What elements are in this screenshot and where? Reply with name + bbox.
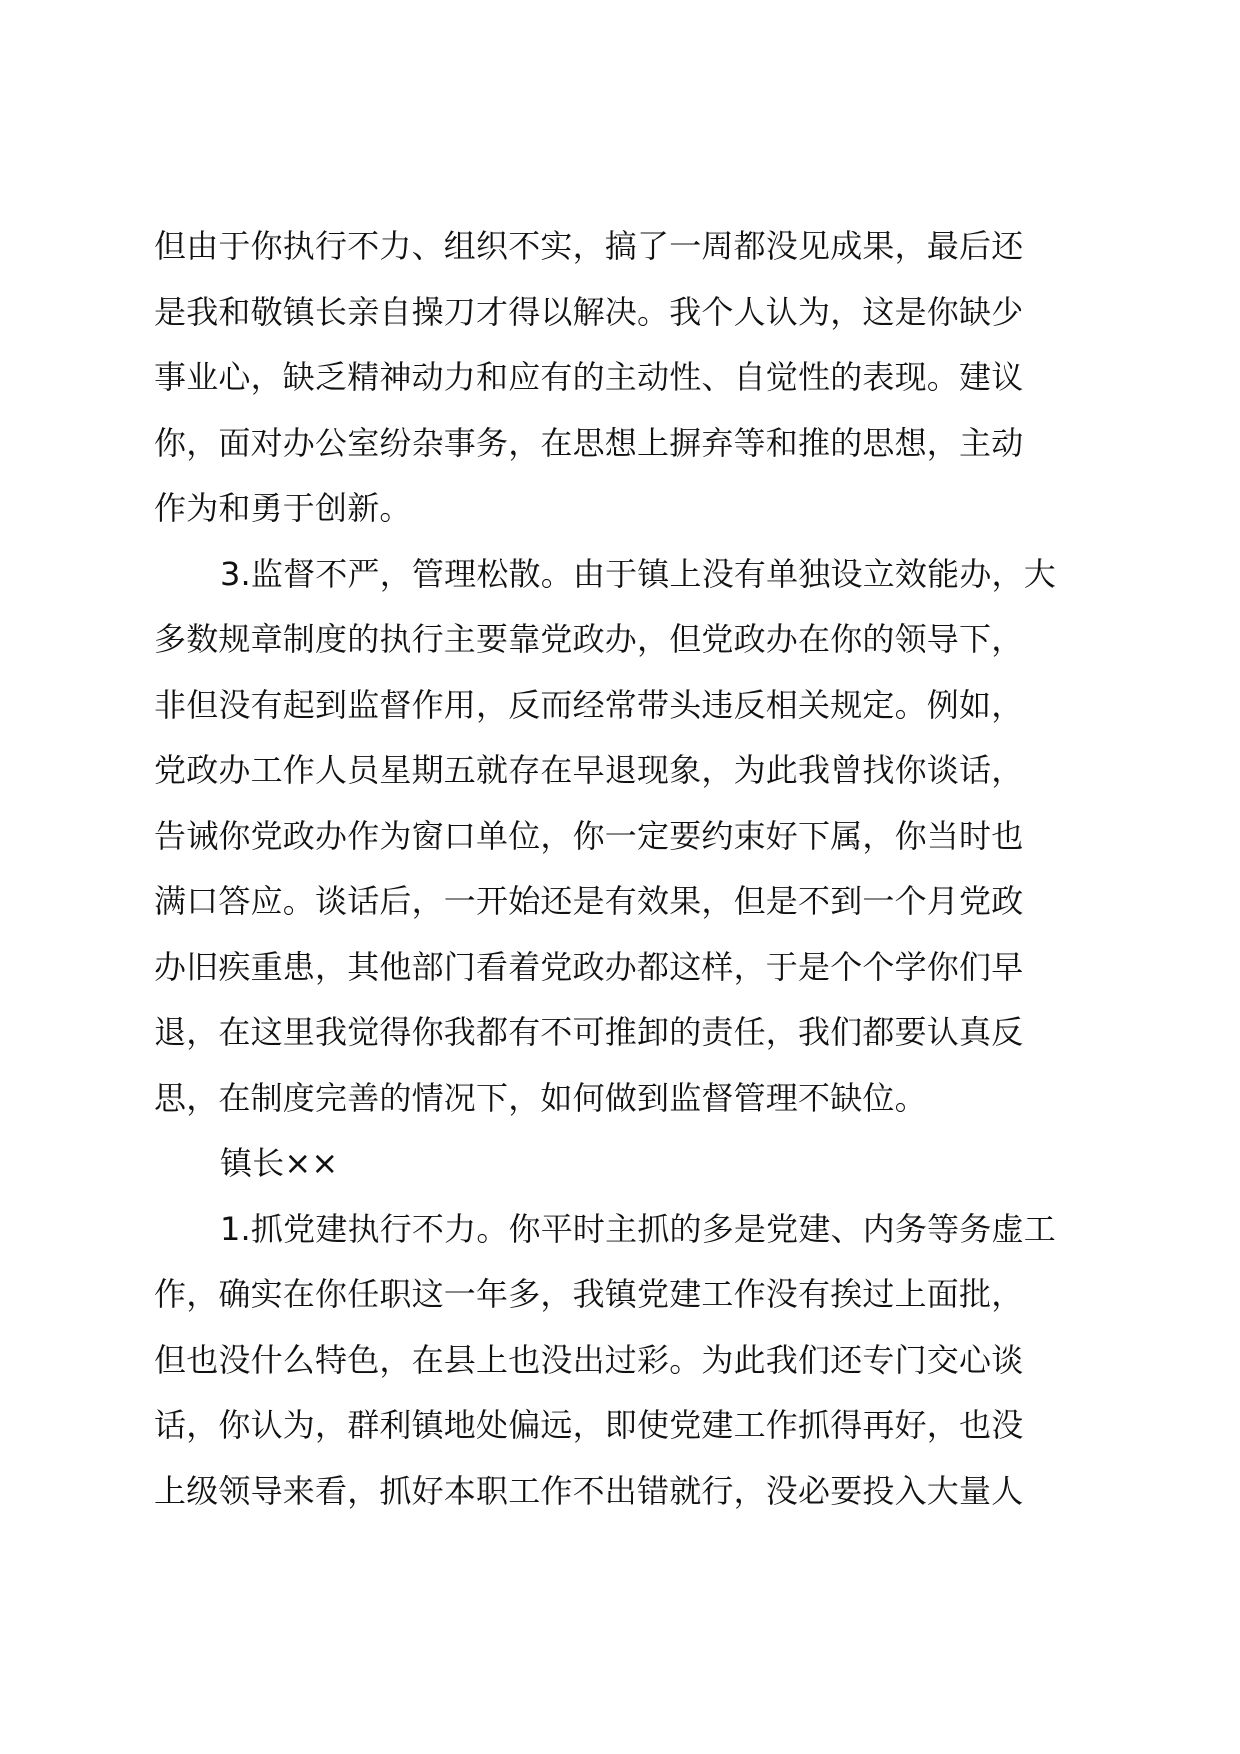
text-line: 你，面对办公室纷杂事务，在思想上摒弃等和推的思想，主动 bbox=[154, 423, 1024, 462]
text-line: 多数规章制度的执行主要靠党政办，但党政办在你的领导下， bbox=[154, 620, 1024, 658]
section-heading-mayor: 镇长×× bbox=[220, 1144, 339, 1182]
text-line: 非但没有起到监督作用，反而经常带头违反相关规定。例如， bbox=[154, 685, 1024, 724]
text-line: 事业心，缺乏精神动力和应有的主动性、自觉性的表现。建议 bbox=[154, 358, 1024, 396]
text-line: 但也没什么特色，在县上也没出过彩。为此我们还专门交心谈 bbox=[154, 1340, 1024, 1379]
text-line: 办旧疾重患，其他部门看着党政办都这样，于是个个学你们早 bbox=[154, 947, 1024, 986]
text-line: 思，在制度完善的情况下，如何做到监督管理不缺位。 bbox=[154, 1078, 927, 1117]
paragraph-heading-3: 3.监督不严，管理松散。由于镇上没有单独设立效能办，大 bbox=[220, 554, 1056, 593]
text-line: 满口答应。谈话后，一开始还是有效果，但是不到一个月党政 bbox=[154, 882, 1024, 920]
text-line: 退，在这里我觉得你我都有不可推卸的责任，我们都要认真反 bbox=[154, 1013, 1024, 1051]
document-body bbox=[154, 214, 1099, 1524]
paragraph-heading-1: 1.抓党建执行不力。你平时主抓的多是党建、内务等务虚工 bbox=[220, 1209, 1056, 1248]
text-line: 话，你认为，群利镇地处偏远，即使党建工作抓得再好，也没 bbox=[154, 1406, 1024, 1444]
text-line: 作，确实在你任职这一年多，我镇党建工作没有挨过上面批， bbox=[154, 1275, 1024, 1313]
text-line: 但由于你执行不力、组织不实，搞了一周都没见成果，最后还 bbox=[154, 227, 1024, 265]
text-line: 告诫你党政办作为窗口单位，你一定要约束好下属，你当时也 bbox=[154, 816, 1024, 855]
text-line: 是我和敬镇长亲自操刀才得以解决。我个人认为，这是你缺少 bbox=[154, 292, 1024, 331]
text-line: 上级领导来看，抓好本职工作不出错就行，没必要投入大量人 bbox=[154, 1471, 1024, 1510]
text-line: 党政办工作人员星期五就存在早退现象，为此我曾找你谈话， bbox=[154, 751, 1024, 789]
text-line: 作为和勇于创新。 bbox=[154, 489, 412, 527]
